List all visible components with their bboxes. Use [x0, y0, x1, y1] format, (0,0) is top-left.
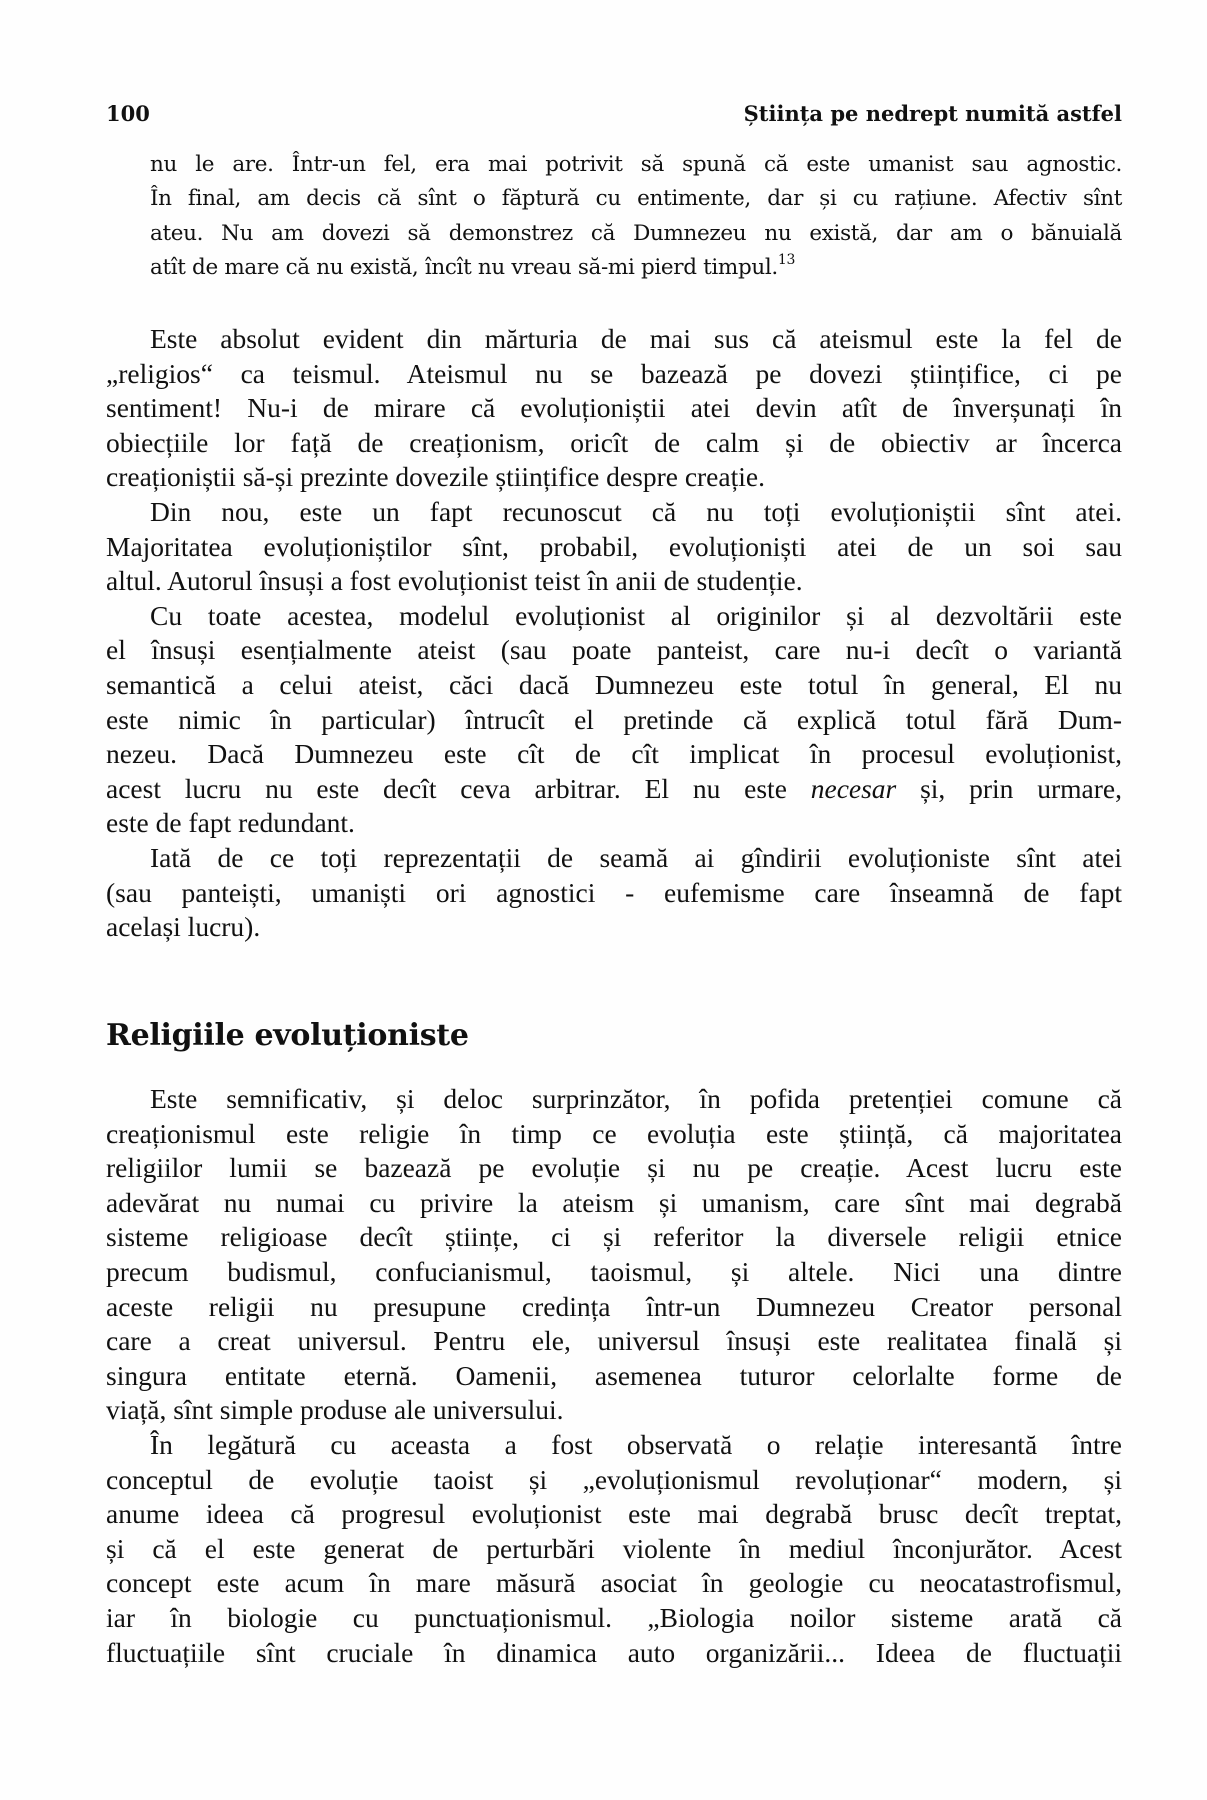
paragraph-line [106, 772, 1122, 807]
quote-line-text: atît de mare că nu există, încît nu vreau să-mi pierd timpul. [150, 254, 778, 280]
paragraph-line: adevărat nu numai cu privire la ateism și umanism, care sînt mai degrabă [106, 1186, 1122, 1218]
paragraph-line: Majoritatea evoluționiștilor sînt, probabil, evoluționiști atei de un soi sau [106, 530, 1122, 562]
running-header [106, 101, 1122, 133]
paragraph-line: Din nou, este un fapt recunoscut că nu toți evoluționiștii sînt atei. [150, 495, 1122, 527]
paragraph-line: care a creat universul. Pentru ele, universul însuși este realitatea finală și [106, 1325, 1122, 1357]
emphasized-word: necesar [810, 772, 897, 804]
paragraph-line: obiecțiile lor față de creaționism, oricît de calm și de obiectiv ar încerca [106, 426, 1122, 458]
paragraph-line: sentiment! Nu-i de mirare că evoluționiștii atei devin atît de înverșunați în [106, 392, 1122, 424]
paragraph-line: același lucru). [106, 911, 261, 943]
body-text-block [106, 322, 1122, 945]
paragraph-line: „religios“ ca teismul. Ateismul nu se bazează pe dovezi științifice, ci pe [106, 357, 1122, 389]
paragraph-line: iar în biologie cu punctuaționismul. „Biologia noilor sisteme arată că [106, 1601, 1122, 1633]
paragraph-line: Cu toate acestea, modelul evoluționist al originilor și al dezvoltării este [150, 599, 1122, 631]
paragraph-line: (sau panteiști, umaniști ori agnostici - eufemisme care înseamnă de fapt [106, 876, 1122, 908]
paragraph-line: viață, sînt simple produse ale universului. [106, 1394, 564, 1426]
paragraph-line: este nimic în particular) întrucît el pretinde că explică totul fără Dum- [106, 703, 1122, 735]
paragraph-line: religiilor lumii se bazează pe evoluție și nu pe creație. Acest lucru este [106, 1152, 1122, 1184]
footnote-reference[interactable]: 13 [777, 251, 796, 268]
paragraph-line: Este semnificativ, și deloc surprinzător, în pofida pretenției comune că [150, 1083, 1122, 1114]
paragraph-line: creaționiștii să-și prezinte dovezile științifice despre creație. [106, 461, 765, 493]
block-quote [150, 148, 1122, 285]
paragraph-line: este de fapt redundant. [106, 807, 355, 839]
page-number: 100 [106, 101, 150, 126]
paragraph-line: concept este acum în mare măsură asociat în geologie cu neocatastrofismul, [106, 1567, 1122, 1599]
quote-line: nu le are. Într-un fel, era mai potrivit să spună că este umanist sau agnostic. [150, 152, 1122, 177]
paragraph-line: nezeu. Dacă Dumnezeu este cît de cît implicat în procesul evoluționist, [106, 738, 1122, 770]
running-title: Știința pe nedrept numită astfel [743, 101, 1122, 126]
paragraph-line: fluctuațiile sînt cruciale în dinamica auto organizării... Ideea de fluctuații [106, 1636, 1122, 1668]
line-text: și, prin urmare, [896, 772, 1122, 804]
paragraph-line: Este absolut evident din mărturia de mai sus că ateismul este la fel de [150, 323, 1122, 354]
paragraph-line: altul. Autorul însuși a fost evoluționist teist în anii de studenție. [106, 565, 803, 597]
quote-line: ateu. Nu am dovezi să demonstrez că Dumnezeu nu există, dar am o bănuială [150, 220, 1122, 246]
section-heading: Religiile evoluționiste [106, 1018, 469, 1053]
line-text: acest lucru nu este decît ceva arbitrar. El nu este [106, 772, 811, 804]
body-text-block [106, 1082, 1122, 1670]
paragraph-line: În legătură cu aceasta a fost observată o relație interesantă între [150, 1428, 1122, 1460]
paragraph-line: sisteme religioase decît științe, ci și referitor la diversele religii etnice [106, 1221, 1122, 1253]
paragraph-line: și că el este generat de perturbări violente în mediul înconjurător. Acest [106, 1532, 1122, 1564]
paragraph-line: creaționismul este religie în timp ce evoluția este știință, că majoritatea [106, 1117, 1122, 1149]
paragraph-line: Iată de ce toți reprezentații de seamă ai gîndirii evoluționiste sînt atei [150, 841, 1122, 873]
paragraph-line: aceste religii nu presupune credința într-un Dumnezeu Creator personal [106, 1290, 1122, 1322]
paragraph-line: el însuși esențialmente ateist (sau poate panteist, care nu-i decît o variantă [106, 634, 1122, 666]
paragraph-line: conceptul de evoluție taoist și „evoluționismul revoluționar“ modern, și [106, 1463, 1122, 1495]
paragraph-line: precum budismul, confucianismul, taoismul, și altele. Nici una dintre [106, 1255, 1122, 1287]
paragraph-line: singura entitate eternă. Oamenii, asemenea tuturor celorlalte forme de [106, 1359, 1122, 1391]
quote-line [150, 251, 1122, 285]
paragraph-line: semantică a celui ateist, căci dacă Dumnezeu este totul în general, El nu [106, 668, 1122, 700]
paragraph-line: anume ideea că progresul evoluționist este mai degrabă brusc decît treptat, [106, 1498, 1122, 1530]
quote-line: În final, am decis că sînt o făptură cu entimente, dar și cu rațiune. Afectiv sînt [150, 186, 1122, 212]
